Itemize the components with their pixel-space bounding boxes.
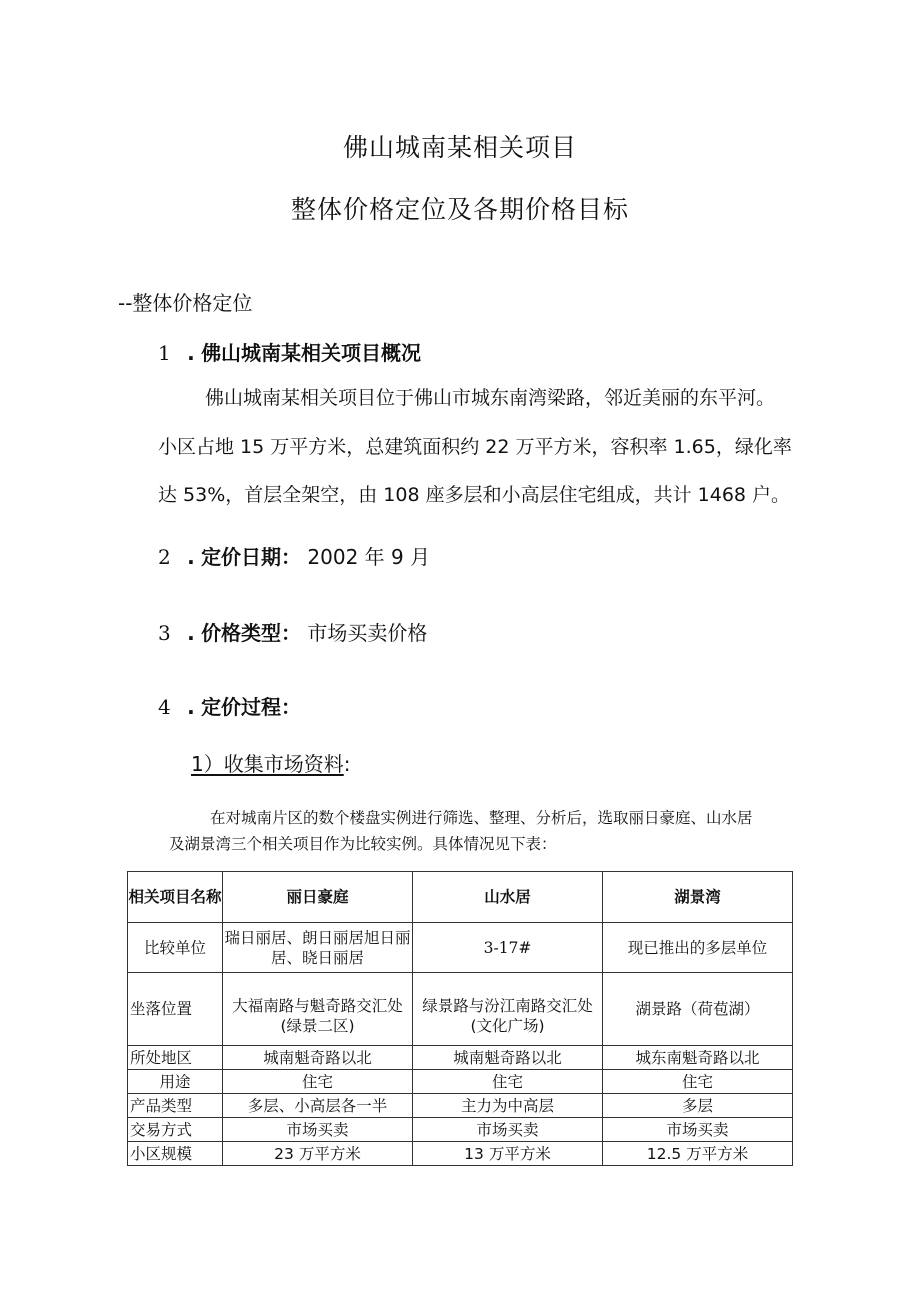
table-cell: 用途 xyxy=(128,1070,223,1094)
table-cell: 交易方式 xyxy=(128,1118,223,1142)
table-cell: 主力为中高层 xyxy=(413,1094,603,1118)
overview-line2: 小区占地 15 万平方米，总建筑面积约 22 万平方米，容积率 1.65，绿化率 xyxy=(158,436,792,458)
table-cell: 绿景路与汾江南路交汇处(文化广场) xyxy=(413,973,603,1046)
table-row xyxy=(128,1046,793,1070)
item-3-number: 3 xyxy=(158,621,171,645)
table-cell: 现已推出的多层单位 xyxy=(603,923,793,973)
table-cell: 大福南路与魁奇路交汇处(绿景二区) xyxy=(223,973,413,1046)
overview-line3: 达 53%，首层全架空，由 108 座多层和小高层住宅组成，共计 1468 户。 xyxy=(158,484,791,506)
subsection-heading xyxy=(191,748,350,777)
item-1-label: 佛山城南某相关项目概况 xyxy=(201,341,422,365)
table-header-cell: 丽日豪庭 xyxy=(223,872,413,923)
table-cell: 住宅 xyxy=(223,1070,413,1094)
table-header-cell: 湖景湾 xyxy=(603,872,793,923)
table-row xyxy=(128,1070,793,1094)
table-header-cell: 相关项目名称 xyxy=(128,872,223,923)
intro-line1: 在对城南片区的数个楼盘实例进行筛选、整理、分析后，选取丽日豪庭、山水居 xyxy=(210,809,753,827)
item-2-label: 定价日期： xyxy=(201,545,302,569)
table-cell: 住宅 xyxy=(413,1070,603,1094)
document-title-line1: 佛山城南某相关项目 xyxy=(342,133,577,162)
section-heading: --整体价格定位 xyxy=(118,291,253,315)
table-cell: 23 万平方米 xyxy=(223,1142,413,1166)
item-2-row xyxy=(158,541,430,570)
table-cell: 所处地区 xyxy=(128,1046,223,1070)
table-cell: 市场买卖 xyxy=(223,1118,413,1142)
table-cell: 小区规模 xyxy=(128,1142,223,1166)
item-1-heading xyxy=(158,337,421,366)
item-3-row xyxy=(158,617,427,646)
table-cell: 城南魁奇路以北 xyxy=(223,1046,413,1070)
table-row xyxy=(128,923,793,973)
table-row xyxy=(128,1118,793,1142)
subsection-label: 1）收集市场资料 xyxy=(191,752,344,776)
item-2-value: 2002 年 9 月 xyxy=(307,545,431,569)
item-1-number: 1 xyxy=(158,341,171,365)
item-1-dot: . xyxy=(187,341,195,365)
table-cell: 湖景路（荷苞湖） xyxy=(603,973,793,1046)
item-2-number: 2 xyxy=(158,545,171,569)
table-cell: 城南魁奇路以北 xyxy=(413,1046,603,1070)
table-cell: 住宅 xyxy=(603,1070,793,1094)
table-cell: 多层 xyxy=(603,1094,793,1118)
table-cell: 市场买卖 xyxy=(603,1118,793,1142)
table-cell: 3-17# xyxy=(413,923,603,973)
item-4-row xyxy=(158,691,301,720)
table-cell: 市场买卖 xyxy=(413,1118,603,1142)
table-cell: 比较单位 xyxy=(128,923,223,973)
table-header-cell: 山水居 xyxy=(413,872,603,923)
table-row xyxy=(128,973,793,1046)
intro-line2: 及湖景湾三个相关项目作为比较实例。具体情况见下表： xyxy=(169,835,557,853)
table-cell: 12.5 万平方米 xyxy=(603,1142,793,1166)
table-row xyxy=(128,1142,793,1166)
document-title-line2: 整体价格定位及各期价格目标 xyxy=(290,195,629,224)
item-3-label: 价格类型： xyxy=(201,621,302,645)
item-3-dot: . xyxy=(187,621,195,645)
table-cell: 城东南魁奇路以北 xyxy=(603,1046,793,1070)
table-row xyxy=(128,1094,793,1118)
table-cell: 坐落位置 xyxy=(128,973,223,1046)
item-4-label: 定价过程： xyxy=(201,695,302,719)
table-cell: 13 万平方米 xyxy=(413,1142,603,1166)
subsection-colon: : xyxy=(343,752,351,776)
item-3-value: 市场买卖价格 xyxy=(307,621,428,645)
item-4-dot: . xyxy=(187,695,195,719)
item-2-dot: . xyxy=(187,545,195,569)
table-cell: 多层、小高层各一半 xyxy=(223,1094,413,1118)
overview-line1: 佛山城南某相关项目位于佛山市城东南湾梁路，邻近美丽的东平河。 xyxy=(205,387,776,409)
item-4-number: 4 xyxy=(158,695,171,719)
table-header-row xyxy=(128,872,793,923)
table-cell: 瑞日丽居、朗日丽居旭日丽居、晓日丽居 xyxy=(223,923,413,973)
table-cell: 产品类型 xyxy=(128,1094,223,1118)
comparison-table xyxy=(127,871,793,1166)
